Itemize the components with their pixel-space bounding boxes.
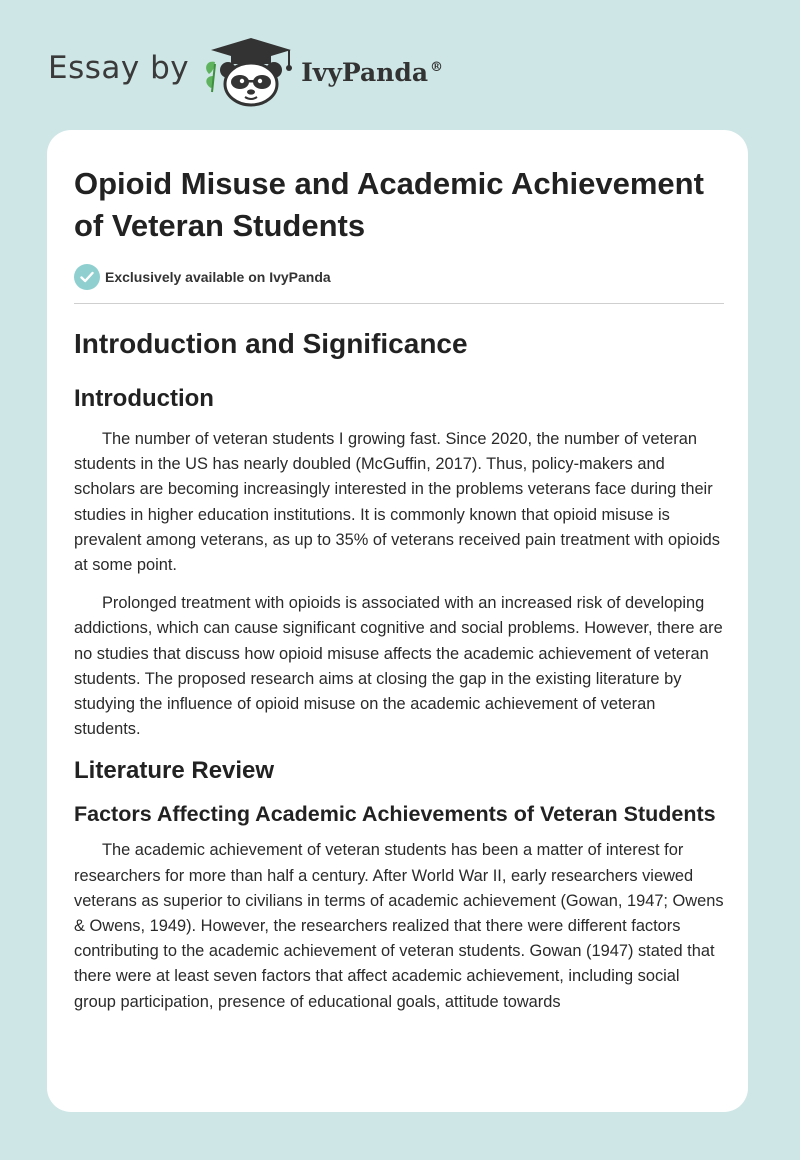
- brand-prefix: Essay by: [48, 50, 190, 86]
- article-title: Opioid Misuse and Academic Achievement of Veteran Students: [74, 166, 704, 243]
- introduction-heading: Introduction: [74, 385, 214, 412]
- panda-logo-icon: [201, 34, 297, 108]
- exclusive-badge-text: Exclusively available on IvyPanda: [105, 269, 331, 285]
- factors-heading: Factors Affecting Academic Achievements of Veteran Students: [74, 802, 716, 827]
- article-content: [74, 163, 724, 1015]
- registered-mark: ®: [430, 60, 444, 76]
- brand-header[interactable]: [48, 34, 443, 108]
- section-heading: Introduction and Significance: [74, 328, 468, 359]
- literature-review-heading: Literature Review: [74, 757, 275, 785]
- factors-paragraph: The academic achievement of veteran students has been a matter of interest for researchers for more than half a century. After World War II, early researchers viewed veterans as superior to civilians in terms of academic achievement (Gowan, 1947; Owens & Owens, 1949). However, the researchers realized that there were different factors contributing to the academic achievement of veteran students. Gowan (1947) stated that there were at least seven factors that affect academic achievement, including social group participation, presence of educational goals, attitude towards: [74, 841, 724, 1011]
- introduction-paragraph-1: The number of veteran students I growing fast. Since 2020, the number of veteran students in the US has nearly doubled (McGuffin, 2017). Thus, policy-makers and scholars are becoming increasingly interested in the problems veterans face during their studies in higher education institutions. It is commonly known that opioid misuse is prevalent among veterans, as up to 35% of veterans received pain treatment with opioids at some point.: [74, 430, 720, 575]
- check-circle-icon: [74, 264, 100, 290]
- brand-name: [301, 58, 443, 87]
- title-divider: [74, 303, 724, 304]
- exclusive-badge: [74, 264, 724, 290]
- article-card: [47, 130, 748, 1112]
- introduction-paragraph-2: Prolonged treatment with opioids is associated with an increased risk of developing addictions, which can cause significant cognitive and social problems. However, there are no studies that discuss how opioid misuse affects the academic achievement of veteran students. The proposed research aims at closing the gap in the existing literature by studying the influence of opioid misuse on the academic achievement of veteran students.: [74, 594, 723, 739]
- brand-name-text: IvyPanda: [301, 57, 429, 87]
